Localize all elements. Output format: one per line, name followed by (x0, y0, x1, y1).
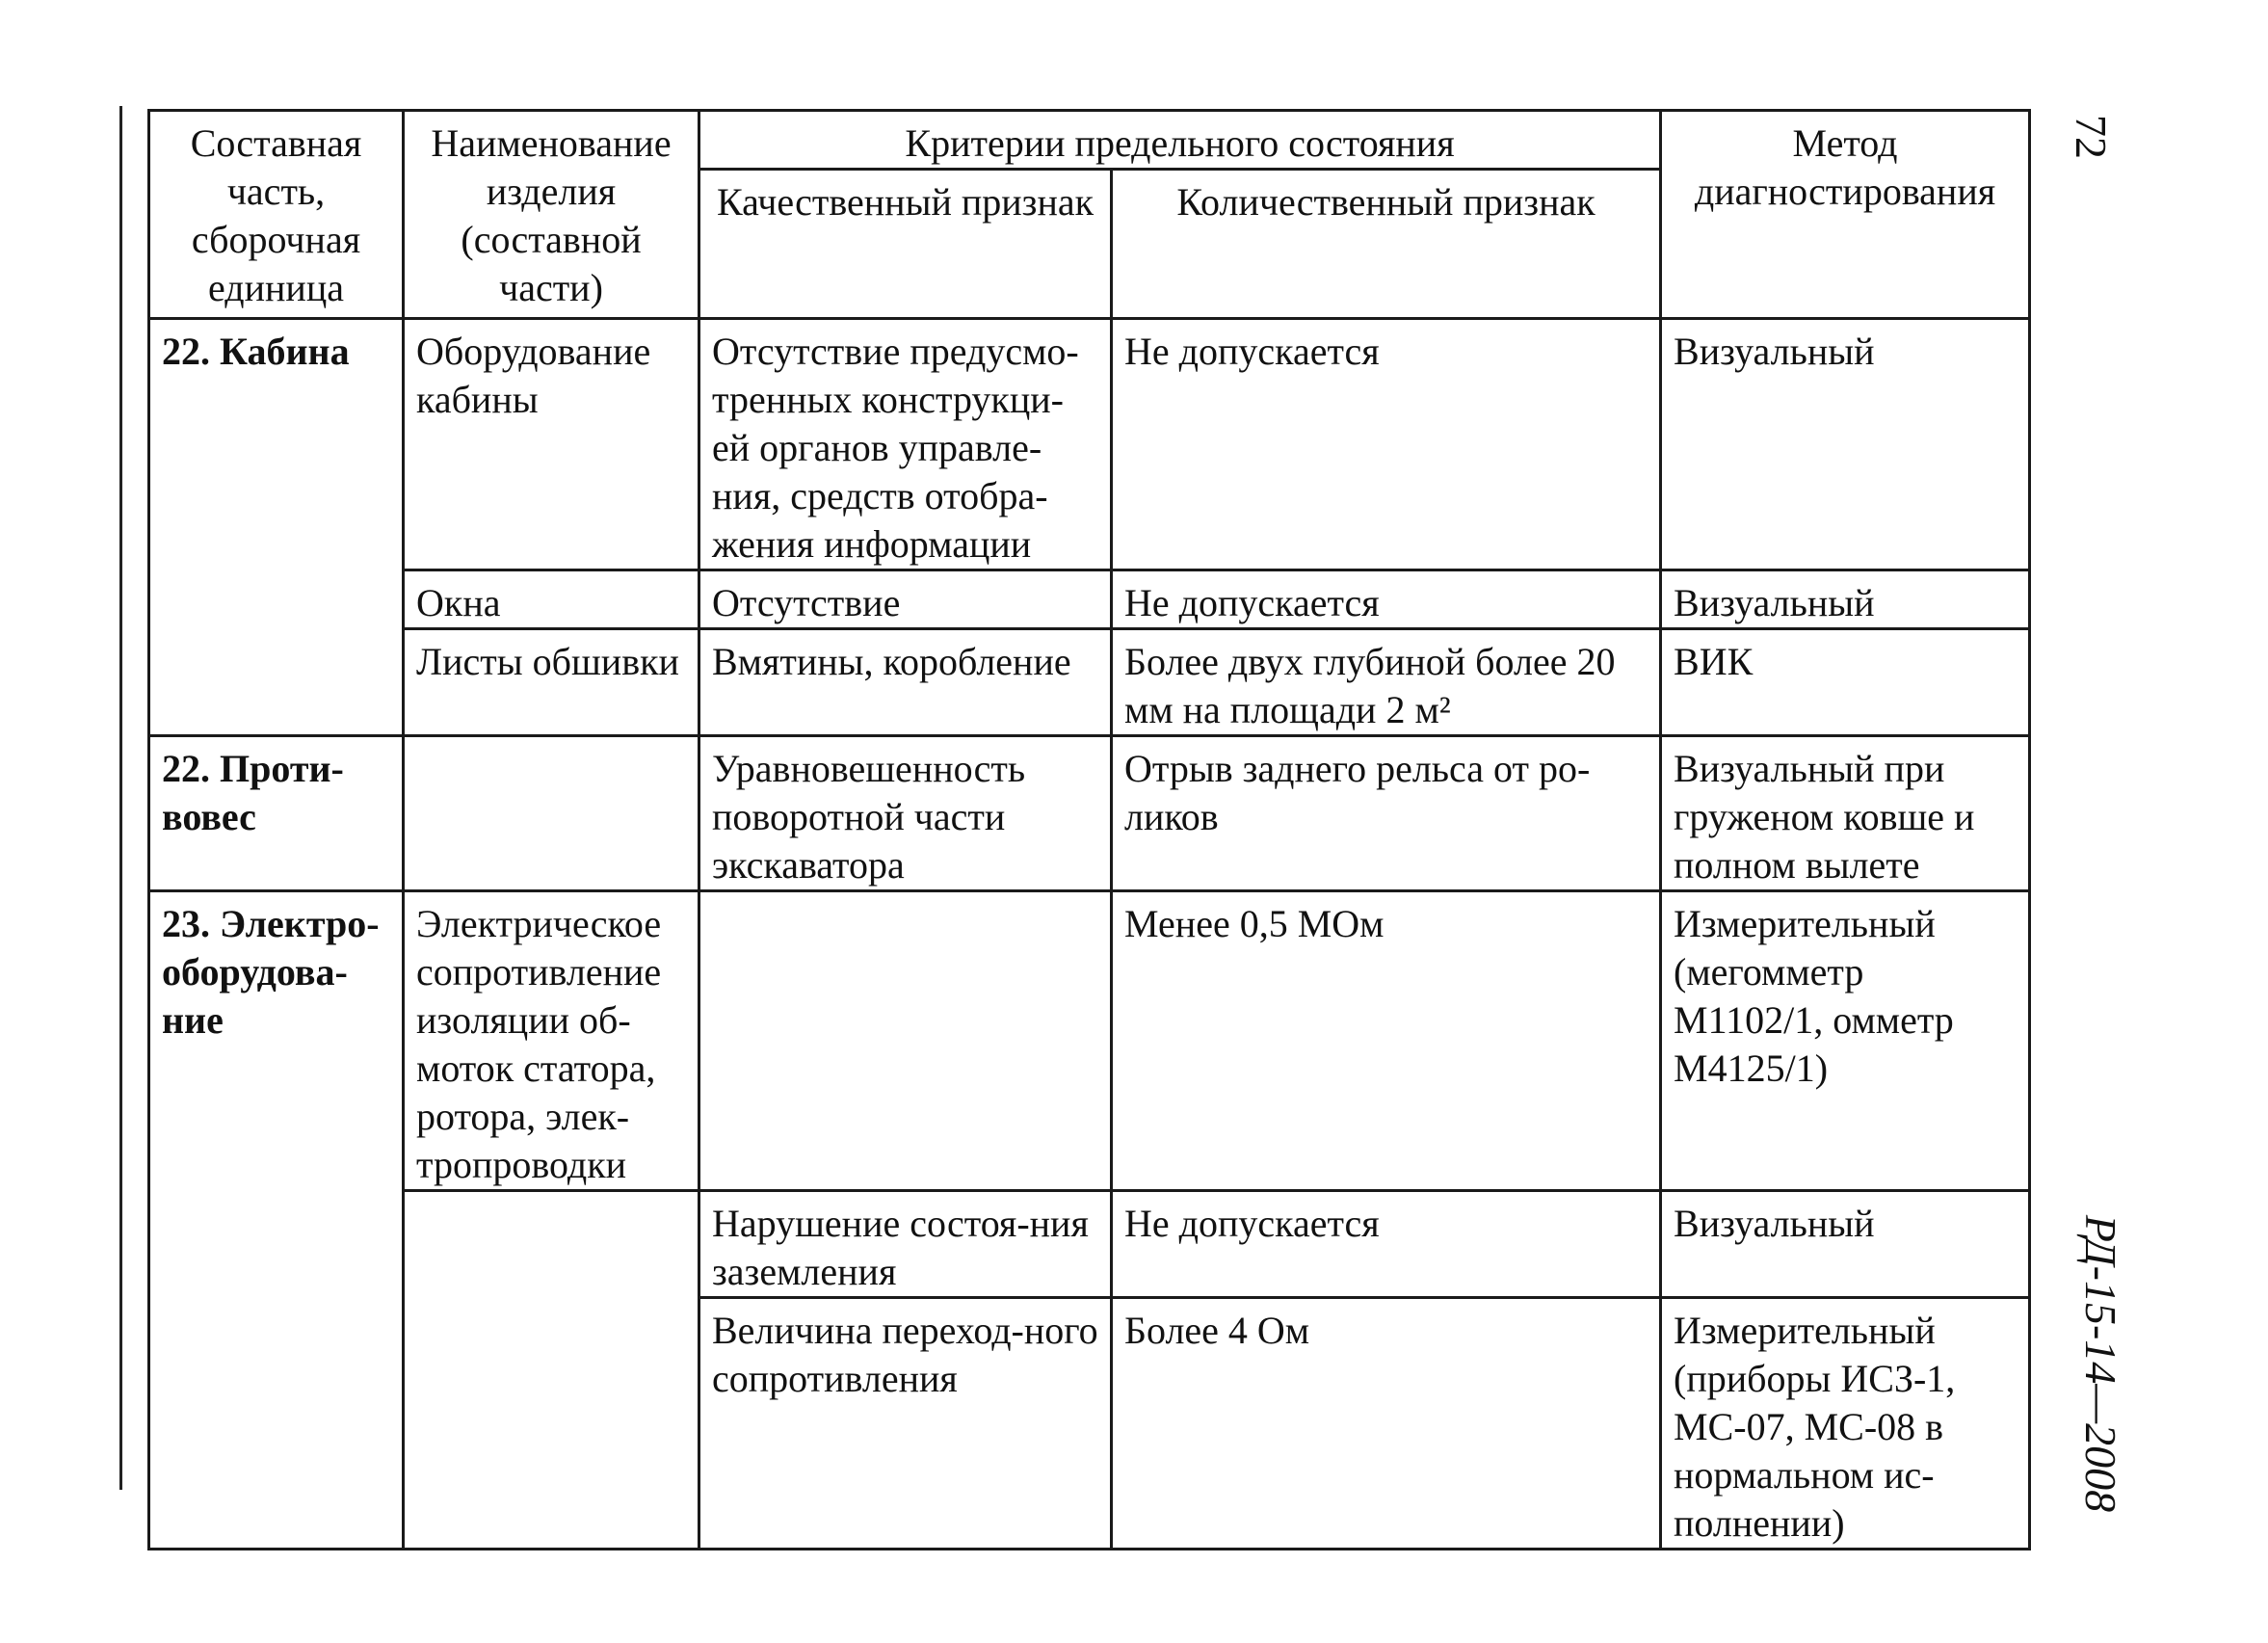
table-row (149, 736, 2030, 891)
header-part: Составная часть, сборочная единица (149, 111, 404, 319)
margin-rule (119, 106, 122, 1490)
method-cell: Измерительный (приборы ИСЗ-1, МС-07, МС-08 в нормальном ис-полнении) (1661, 1298, 2030, 1550)
qualitative-cell: Отсутствие (699, 570, 1112, 629)
criteria-table (147, 109, 2031, 1550)
document-code: РД-15-14—2008 (2076, 1214, 2125, 1513)
qualitative-cell: Уравновешенность поворотной части экскаватора (699, 736, 1112, 891)
item-cell: Листы обшивки (404, 629, 699, 736)
header-quantitative: Количественный признак (1112, 170, 1661, 319)
method-cell: ВИК (1661, 629, 2030, 736)
quantitative-cell: Не допускается (1112, 319, 1661, 570)
qualitative-cell: Величина переход-ного сопротивления (699, 1298, 1112, 1550)
item-cell (404, 1191, 699, 1550)
method-cell: Визуальный (1661, 319, 2030, 570)
header-method: Метод диагностирования (1661, 111, 2030, 319)
method-cell: Измерительный (мегомметр М1102/1, омметр М4125/1) (1661, 891, 2030, 1191)
quantitative-cell: Более двух глубиной более 20 мм на площади 2 м² (1112, 629, 1661, 736)
part-cell: 23. Электро-оборудова-ние (149, 891, 404, 1550)
item-cell: Электрическое сопротивление изоляции об-моток статора, ротора, элек-тропроводки (404, 891, 699, 1191)
item-cell: Оборудование кабины (404, 319, 699, 570)
method-cell: Визуальный (1661, 1191, 2030, 1298)
header-qualitative: Качественный признак (699, 170, 1112, 319)
part-cell: 22. Кабина (149, 319, 404, 736)
header-row-1 (149, 111, 2030, 170)
qualitative-cell: Вмятины, коробление (699, 629, 1112, 736)
item-cell (404, 736, 699, 891)
qualitative-cell: Отсутствие предусмо-тренных конструкци-ей органов управле-ния, средств отобра-жения информации (699, 319, 1112, 570)
table-row (149, 891, 2030, 1191)
page-number: 72 (2067, 115, 2116, 159)
quantitative-cell: Не допускается (1112, 1191, 1661, 1298)
qualitative-cell (699, 891, 1112, 1191)
method-cell: Визуальный при груженом ковше и полном вылете (1661, 736, 2030, 891)
table-row (149, 319, 2030, 570)
table-row (149, 629, 2030, 736)
table-row (149, 1191, 2030, 1298)
quantitative-cell: Не допускается (1112, 570, 1661, 629)
quantitative-cell: Более 4 Ом (1112, 1298, 1661, 1550)
item-cell: Окна (404, 570, 699, 629)
quantitative-cell: Отрыв заднего рельса от ро-ликов (1112, 736, 1661, 891)
qualitative-cell: Нарушение состоя-ния заземления (699, 1191, 1112, 1298)
part-cell: 22. Проти-вовес (149, 736, 404, 891)
table-row (149, 570, 2030, 629)
method-cell: Визуальный (1661, 570, 2030, 629)
header-criteria: Критерии предельного состояния (699, 111, 1661, 170)
header-item: Наименование изделия (составной части) (404, 111, 699, 319)
quantitative-cell: Менее 0,5 МОм (1112, 891, 1661, 1191)
